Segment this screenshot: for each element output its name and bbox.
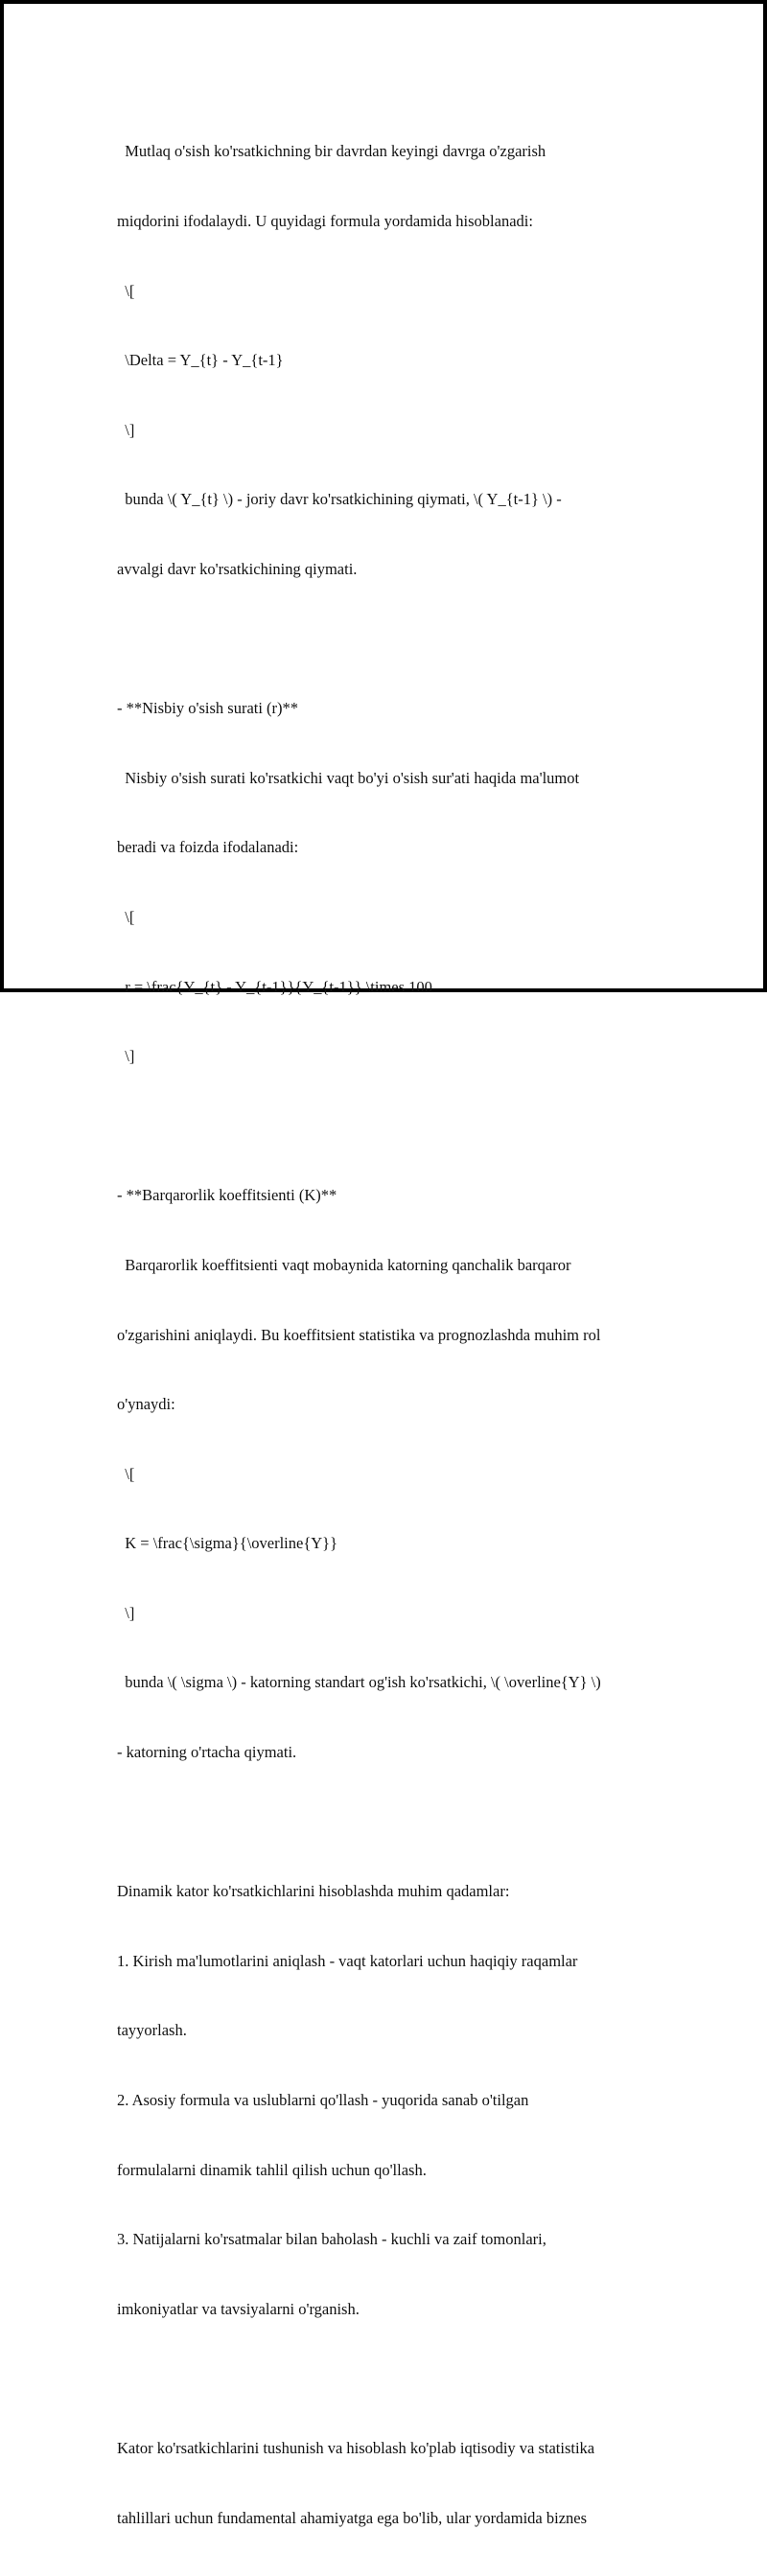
text-line: formulalarni dinamik tahlil qilish uchun qo'llash.: [117, 2160, 427, 2179]
section-heading-barqarorlik: - **Barqarorlik koeffitsienti (K)**: [117, 1186, 337, 1205]
text-line: \[: [117, 1464, 135, 1483]
text-line: o'zgarishini aniqlaydi. Bu koeffitsient statistika va prognozlashda muhim rol: [117, 1325, 601, 1344]
text-line: Nisbiy o'sish surati ko'rsatkichi vaqt bo'yi o'sish sur'ati haqida ma'lumot: [117, 768, 580, 787]
text-line: avvalgi davr ko'rsatkichining qiymati.: [117, 559, 358, 578]
text-line: \[: [117, 907, 135, 926]
text-line: imkoniyatlar va tavsiyalarni o'rganish.: [117, 2299, 360, 2318]
document-body: [117, 94, 663, 2576]
text-line: beradi va foizda ifodalanadi:: [117, 838, 299, 857]
blank-line: [117, 1115, 663, 1138]
text-line: bunda \( \sigma \) - katorning standart og'ish ko'rsatkichi, \( \overline{Y} \): [117, 1673, 601, 1692]
text-line: \Delta = Y_{t} - Y_{t-1}: [117, 351, 284, 370]
text-line: Kator ko'rsatkichlarini tushunish va hisoblash ko'plab iqtisodiy va statistika: [117, 2439, 595, 2457]
text-line: tayyorlash.: [117, 2021, 187, 2040]
list-item: 3. Natijalarni ko'rsatmalar bilan baholash - kuchli va zaif tomonlari,: [117, 2230, 546, 2249]
text-line: \]: [117, 1603, 135, 1622]
list-item: 2. Asosiy formula va uslublarni qo'llash - yuqorida sanab o'tilgan: [117, 2091, 529, 2110]
text-line: \]: [117, 1047, 135, 1066]
text-line: Barqarorlik koeffitsienti vaqt mobaynida katorning qanchalik barqaror: [117, 1255, 571, 1274]
text-line: K = \frac{\sigma}{\overline{Y}}: [117, 1534, 338, 1553]
text-line: Mutlaq o'sish ko'rsatkichning bir davrdan keyingi davrga o'zgarish: [117, 142, 546, 161]
text-line: r = \frac{Y_{t} - Y_{t-1}}{Y_{t-1}} \times 100: [117, 977, 432, 996]
text-line: miqdorini ifodalaydi. U quyidagi formula yordamida hisoblanadi:: [117, 212, 533, 230]
list-item: 1. Kirish ma'lumotlarini aniqlash - vaqt katorlari uchun haqiqiy raqamlar: [117, 1951, 578, 1970]
text-line: tahlillari uchun fundamental ahamiyatga ega bo'lib, ular yordamida biznes: [117, 2508, 588, 2527]
text-line: \]: [117, 420, 135, 439]
blank-line: [117, 628, 663, 651]
steps-heading: Dinamik kator ko'rsatkichlarini hisoblashda muhim qadamlar:: [117, 1882, 510, 1901]
section-heading-nisbiy: - **Nisbiy o'sish surati (r)**: [117, 699, 299, 718]
text-line: o'ynaydi:: [117, 1395, 175, 1414]
text-line: \[: [117, 281, 135, 300]
text-line: - katorning o'rtacha qiymati.: [117, 1743, 297, 1762]
blank-line: [117, 2367, 663, 2390]
text-line: bunda \( Y_{t} \) - joriy davr ko'rsatkichining qiymati, \( Y_{t-1} \) -: [117, 490, 562, 509]
blank-line: [117, 1811, 663, 1834]
